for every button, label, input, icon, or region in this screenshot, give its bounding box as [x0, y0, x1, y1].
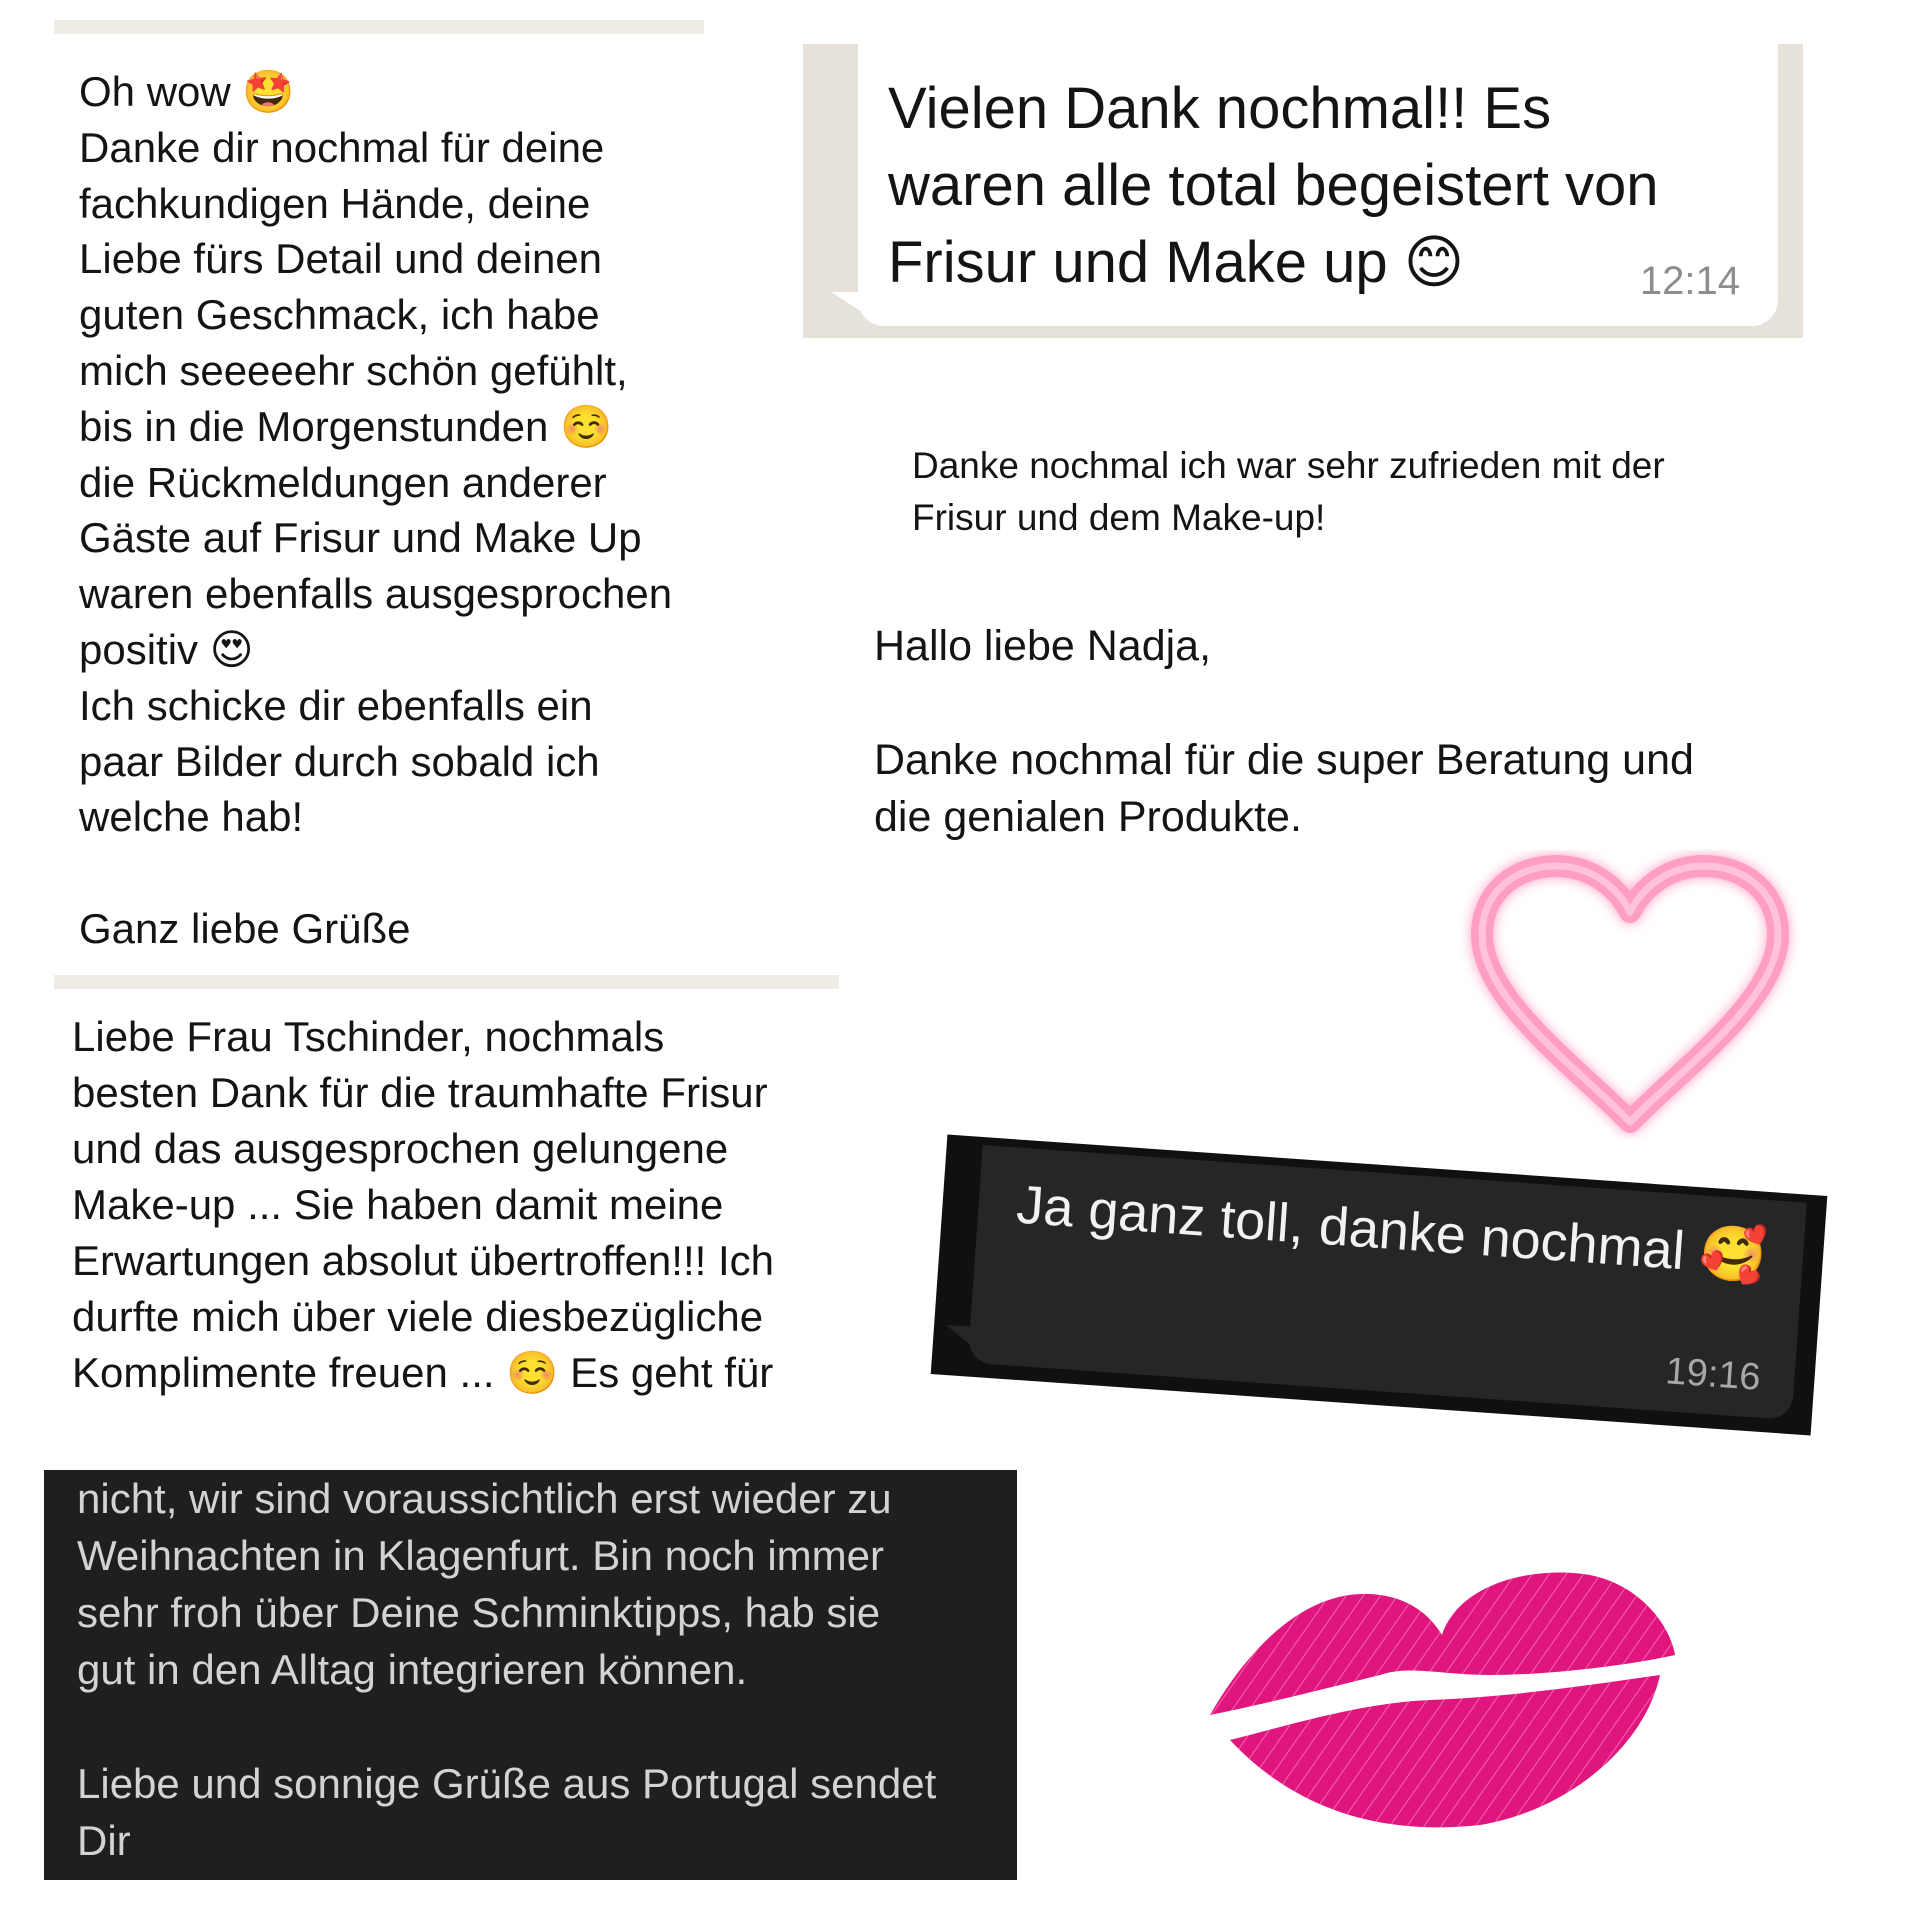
message-card-ganz-toll: [931, 1135, 1828, 1436]
neon-heart-icon: [1460, 850, 1800, 1140]
message-text: Vielen Dank nochmal!! Es waren alle total begeistert von Frisur und Make up 😊: [888, 76, 1659, 295]
chat-bubble: [858, 44, 1778, 326]
message-card-oh-wow: [54, 20, 704, 952]
message-text: Oh wow 🤩 Danke dir nochmal für deine fachkundigen Hände, deine Liebe fürs Detail und deinen guten Geschmack, ich habe mich seeeeehr schön gefühlt, bis in die Morgenstunden ☺️ die Rückmeldungen anderer Gäste auf Frisur und Make Up waren ebenfalls ausgesprochen positiv 😍 Ich schicke dir ebenfalls ein paar Bilder durch sobald ich welche hab! Ganz liebe Grüße: [79, 68, 673, 952]
lipstick-kiss-icon: [1190, 1525, 1690, 1845]
message-text: Ja ganz toll, danke nochmal 🥰: [1014, 1174, 1769, 1287]
message-text: Danke nochmal ich war sehr zufrieden mit der Frisur und dem Make-up!: [912, 445, 1665, 538]
message-text: Liebe Frau Tschinder, nochmals besten Dank für die traumhafte Frisur und das ausgesprochen gelungene Make-up ... Sie haben damit meine Erwartungen absolut übertroffen!!! Ich durfte mich über viele diesbezügliche Komplimente freuen ... ☺️ Es geht für: [72, 1013, 774, 1396]
chat-bubble-dark: [968, 1145, 1807, 1420]
message-timestamp: 12:14: [1639, 259, 1740, 303]
message-text: Hallo liebe Nadja, Danke nochmal für die super Beratung und die genialen Produkte.: [874, 622, 1694, 841]
message-text: nicht, wir sind voraussichtlich erst wieder zu Weihnachten in Klagenfurt. Bin noch immer sehr froh über Deine Schminktipps, hab sie gut in den Alltag integrieren können. Liebe und sonnige Grüße aus Portugal sendet Dir: [77, 1475, 937, 1864]
message-card-frau-tschinder: [54, 975, 839, 1395]
message-timestamp: 19:16: [1664, 1350, 1762, 1399]
message-card-vielen-dank: [803, 44, 1803, 338]
message-card-zufrieden: [912, 440, 1812, 550]
message-card-portugal: [44, 1470, 1017, 1880]
message-card-hallo-nadja: [874, 618, 1804, 858]
